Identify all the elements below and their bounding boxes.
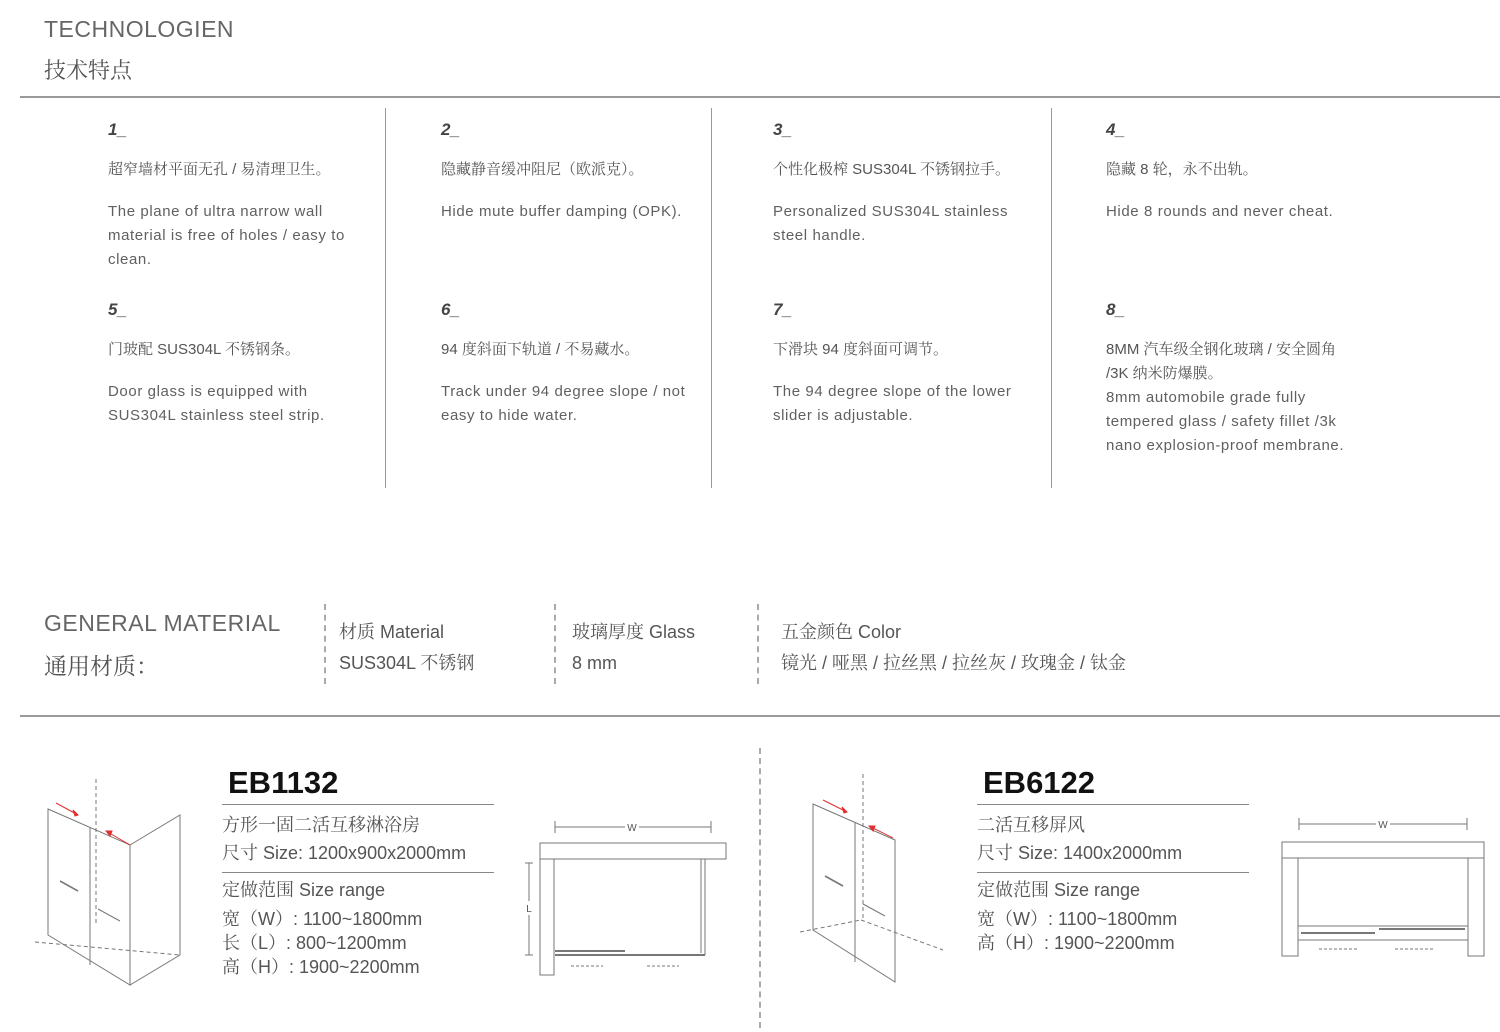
feature-number: 7_	[773, 300, 792, 319]
feature-item	[773, 120, 1033, 248]
material-label: 材质 Material	[339, 622, 445, 642]
product-2-range: 宽（W）: 1100~1800mm	[977, 909, 1178, 929]
feature-text-cn: 隐藏静音缓冲阻尼（欧派克）。	[441, 161, 644, 178]
product-1-plan-drawing	[515, 815, 735, 985]
feature-item	[1106, 300, 1361, 458]
product-2-3d-drawing	[795, 770, 955, 985]
feature-text-cn: 94 度斜面下轨道 / 不易藏水。	[441, 341, 640, 358]
feature-number: 4_	[1106, 120, 1125, 139]
product-1-3d-drawing	[30, 775, 220, 995]
feature-item	[773, 300, 1033, 428]
product-2-desc: 二活互移屏风	[977, 815, 1085, 835]
width-label: W	[627, 823, 637, 834]
section-title-cn: 技术特点	[44, 58, 133, 83]
glass-label: 玻璃厚度 Glass	[572, 622, 696, 642]
column-divider	[385, 108, 386, 488]
feature-text-cn: 隐藏 8 轮，永不出轨。	[1106, 161, 1258, 178]
material-value: SUS304L 不锈钢	[339, 653, 475, 673]
color-label: 五金颜色 Color	[781, 622, 902, 642]
material-title-en: GENERAL MATERIAL	[44, 610, 281, 636]
feature-text-cn: 超窄墙材平面无孔 / 易清理卫生。	[108, 161, 331, 178]
product-1-desc: 方形一固二活互移淋浴房	[222, 815, 420, 835]
feature-text-en: Track under 94 degree slope / not easy to hide water.	[441, 383, 686, 424]
dashed-divider	[324, 604, 326, 684]
feature-text-en: 8mm automobile grade fully tempered glass / safety fillet /3k nano explosion-proof membrane.	[1106, 389, 1345, 454]
feature-item	[108, 300, 368, 428]
dashed-divider	[757, 604, 759, 684]
feature-text-en: Hide mute buffer damping (OPK).	[441, 203, 682, 220]
feature-text-en: The plane of ultra narrow wall material is free of holes / easy to clean.	[108, 203, 345, 268]
product-1-rule	[222, 872, 494, 873]
glass-value: 8 mm	[572, 653, 617, 673]
product-1-range-title: 定做范围 Size range	[222, 880, 386, 900]
product-2-range-title: 定做范围 Size range	[977, 880, 1141, 900]
feature-item	[441, 300, 701, 428]
feature-number: 3_	[773, 120, 792, 139]
feature-item	[1106, 120, 1361, 224]
material-column	[339, 617, 474, 679]
feature-number: 1_	[108, 120, 127, 139]
product-2-model: EB6122	[983, 765, 1096, 800]
glass-column	[572, 617, 695, 679]
product-2-size: 尺寸 Size: 1400x2000mm	[977, 843, 1183, 863]
length-label: L	[526, 904, 532, 915]
header-divider	[20, 96, 1500, 98]
product-separator	[759, 748, 761, 1028]
feature-number: 8_	[1106, 300, 1125, 319]
section-title-en: TECHNOLOGIEN	[44, 16, 235, 42]
feature-item	[108, 120, 368, 272]
column-divider	[1051, 108, 1052, 488]
product-1-range: 长（L）: 800~1200mm	[222, 933, 407, 953]
feature-text-en: The 94 degree slope of the lower slider is adjustable.	[773, 383, 1012, 424]
feature-text-en: Personalized SUS304L stainless steel handle.	[773, 203, 1009, 244]
product-2-range: 高（H）: 1900~2200mm	[977, 933, 1175, 953]
feature-number: 2_	[441, 120, 460, 139]
product-1-range: 高（H）: 1900~2200mm	[222, 957, 420, 977]
slide-arrow-icon	[823, 800, 893, 838]
feature-item	[441, 120, 701, 224]
feature-text-en: Door glass is equipped with SUS304L stainless steel strip.	[108, 383, 325, 424]
feature-text-en: Hide 8 rounds and never cheat.	[1106, 203, 1334, 220]
product-2-plan-drawing	[1275, 812, 1490, 962]
material-title-cn: 通用材质：	[44, 653, 159, 679]
product-2-rule	[977, 872, 1249, 873]
feature-text-cn: 8MM 汽车级全钢化玻璃 / 安全圆角 /3K 纳米防爆膜。	[1106, 341, 1337, 382]
feature-number: 5_	[108, 300, 127, 319]
feature-text-cn: 下滑块 94 度斜面可调节。	[773, 341, 949, 358]
dashed-divider	[554, 604, 556, 684]
feature-number: 6_	[441, 300, 460, 319]
material-divider	[20, 715, 1500, 717]
product-1-size: 尺寸 Size: 1200x900x2000mm	[222, 843, 467, 863]
product-1-range: 宽（W）: 1100~1800mm	[222, 909, 423, 929]
product-1-model: EB1132	[228, 765, 339, 800]
product-2-rule	[977, 804, 1249, 805]
product-1-rule	[222, 804, 494, 805]
color-value: 镜光 / 哑黑 / 拉丝黑 / 拉丝灰 / 玫瑰金 / 钛金	[781, 653, 1127, 673]
feature-text-cn: 门玻配 SUS304L 不锈钢条。	[108, 341, 300, 358]
slide-arrow-icon	[56, 803, 130, 845]
width-label: W	[1378, 820, 1388, 831]
color-column	[781, 617, 1126, 679]
column-divider	[711, 108, 712, 488]
feature-text-cn: 个性化极榨 SUS304L 不锈钢拉手。	[773, 161, 1010, 178]
